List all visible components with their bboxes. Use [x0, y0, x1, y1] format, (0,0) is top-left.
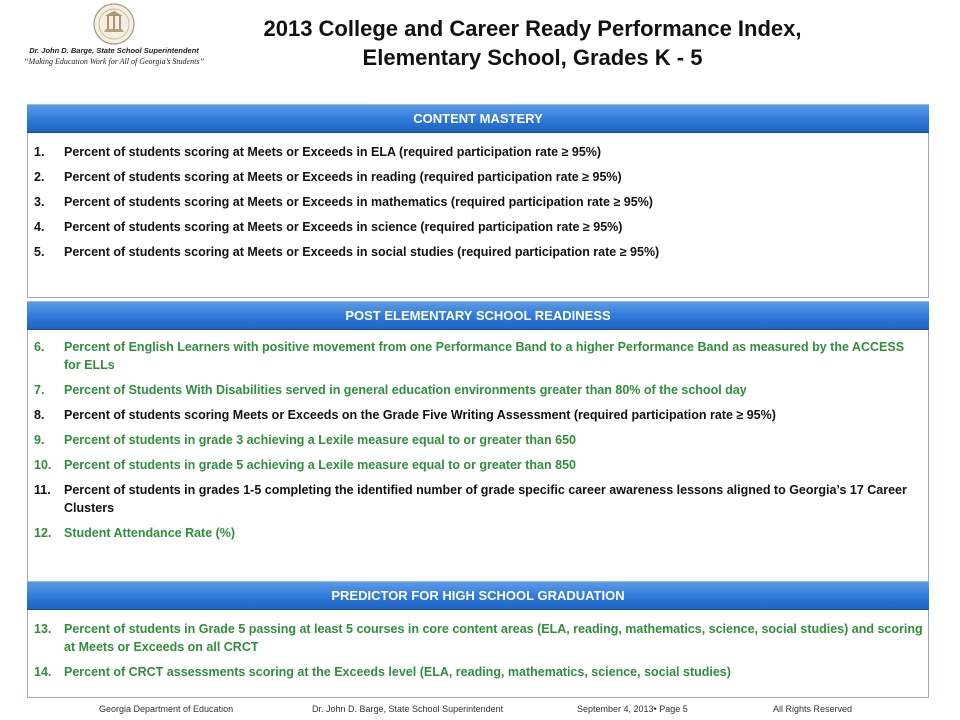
indicator-number: 8. [34, 408, 45, 422]
indicator-number: 7. [34, 383, 45, 397]
predictor-items [34, 620, 924, 688]
indicator-text: Percent of students scoring at Meets or Exceeds in reading (required participation rate ≥ 95%) [64, 170, 622, 184]
indicator-number: 1. [34, 145, 45, 159]
indicator-number: 13. [34, 622, 52, 636]
indicator-number: 10. [34, 458, 52, 472]
georgia-state-seal [89, 2, 139, 46]
section-heading-predictor-graduation: PREDICTOR FOR HIGH SCHOOL GRADUATION [27, 581, 929, 610]
footer-author: Dr. John D. Barge, State School Superintendent [312, 704, 504, 714]
section-predictor-graduation [27, 595, 929, 698]
indicator-item [34, 381, 924, 399]
section-heading-content-mastery: CONTENT MASTERY [27, 104, 929, 133]
footer-org: Georgia Department of Education [99, 704, 234, 714]
indicator-text: Student Attendance Rate (%) [64, 526, 236, 540]
indicator-item [34, 663, 924, 681]
indicator-number: 5. [34, 245, 45, 259]
indicator-item [34, 143, 924, 161]
indicator-item [34, 243, 924, 261]
indicator-text: Percent of students scoring Meets or Exceeds on the Grade Five Writing Assessment (required participation rate ≥ 95%) [64, 408, 776, 422]
footer-rights: All Rights Reserved [773, 704, 853, 714]
indicator-item [34, 524, 924, 542]
indicator-number: 9. [34, 433, 45, 447]
indicator-text: Percent of students in grades 1-5 completing the identified number of grade specific career awareness lessons aligned to Georgia’s 17 Career Clusters [64, 483, 907, 515]
indicator-number: 3. [34, 195, 45, 209]
indicator-text: Percent of students in grade 5 achieving a Lexile measure equal to or greater than 850 [64, 458, 576, 472]
indicator-item [34, 481, 924, 517]
section-post-elementary-readiness [27, 315, 929, 583]
indicator-text: Percent of students in grade 3 achieving a Lexile measure equal to or greater than 650 [64, 433, 576, 447]
indicator-number: 6. [34, 340, 45, 354]
indicator-number: 11. [34, 483, 51, 497]
indicator-text: Percent of students scoring at Meets or Exceeds in social studies (required participation rate ≥ 95%) [64, 245, 660, 259]
indicator-item [34, 620, 924, 656]
indicator-text: Percent of students scoring at Meets or Exceeds in science (required participation rate ≥ 95%) [64, 220, 623, 234]
indicator-number: 4. [34, 220, 45, 234]
indicator-text: Percent of students in Grade 5 passing at least 5 courses in core content areas (ELA, reading, mathematics, science, social studies) and scoring at Meets or Exceeds on all CRCT [64, 622, 923, 654]
section-content-mastery [27, 118, 929, 298]
indicator-number: 2. [34, 170, 45, 184]
indicator-text: Percent of students scoring at Meets or Exceeds in mathematics (required participation rate ≥ 95%) [64, 195, 653, 209]
indicator-text: Percent of English Learners with positive movement from one Performance Band to a higher Performance Band as measured by the ACCESS for ELLs [64, 340, 905, 372]
indicator-number: 12. [34, 526, 52, 540]
footer-date-page: September 4, 2013• Page 5 [577, 704, 688, 714]
indicator-item [34, 431, 924, 449]
title-line-2: Elementary School, Grades K - 5 [362, 45, 703, 70]
footer [0, 704, 960, 718]
indicator-item [34, 406, 924, 424]
title-line-1: 2013 College and Career Ready Performance Index, [263, 16, 802, 41]
indicator-item [34, 218, 924, 236]
indicator-number: 14. [34, 665, 52, 679]
indicator-item [34, 193, 924, 211]
indicator-text: Percent of students scoring at Meets or Exceeds in ELA (required participation rate ≥ 95%) [64, 145, 602, 159]
indicator-text: Percent of Students With Disabilities served in general education environments greater than 80% of the school day [64, 383, 747, 397]
page-title [190, 14, 875, 72]
superintendent-name: Dr. John D. Barge, State School Superintendent [29, 46, 199, 55]
content-mastery-items [34, 143, 924, 268]
indicator-item [34, 338, 924, 374]
indicator-text: Percent of CRCT assessments scoring at the Exceeds level (ELA, reading, mathematics, science, social studies) [64, 665, 731, 679]
section-heading-post-elementary-readiness: POST ELEMENTARY SCHOOL READINESS [27, 301, 929, 330]
tagline: “Making Education Work for All of Georgia’s Students” [24, 57, 204, 66]
indicator-item [34, 456, 924, 474]
post-elementary-items [34, 338, 924, 549]
indicator-item [34, 168, 924, 186]
